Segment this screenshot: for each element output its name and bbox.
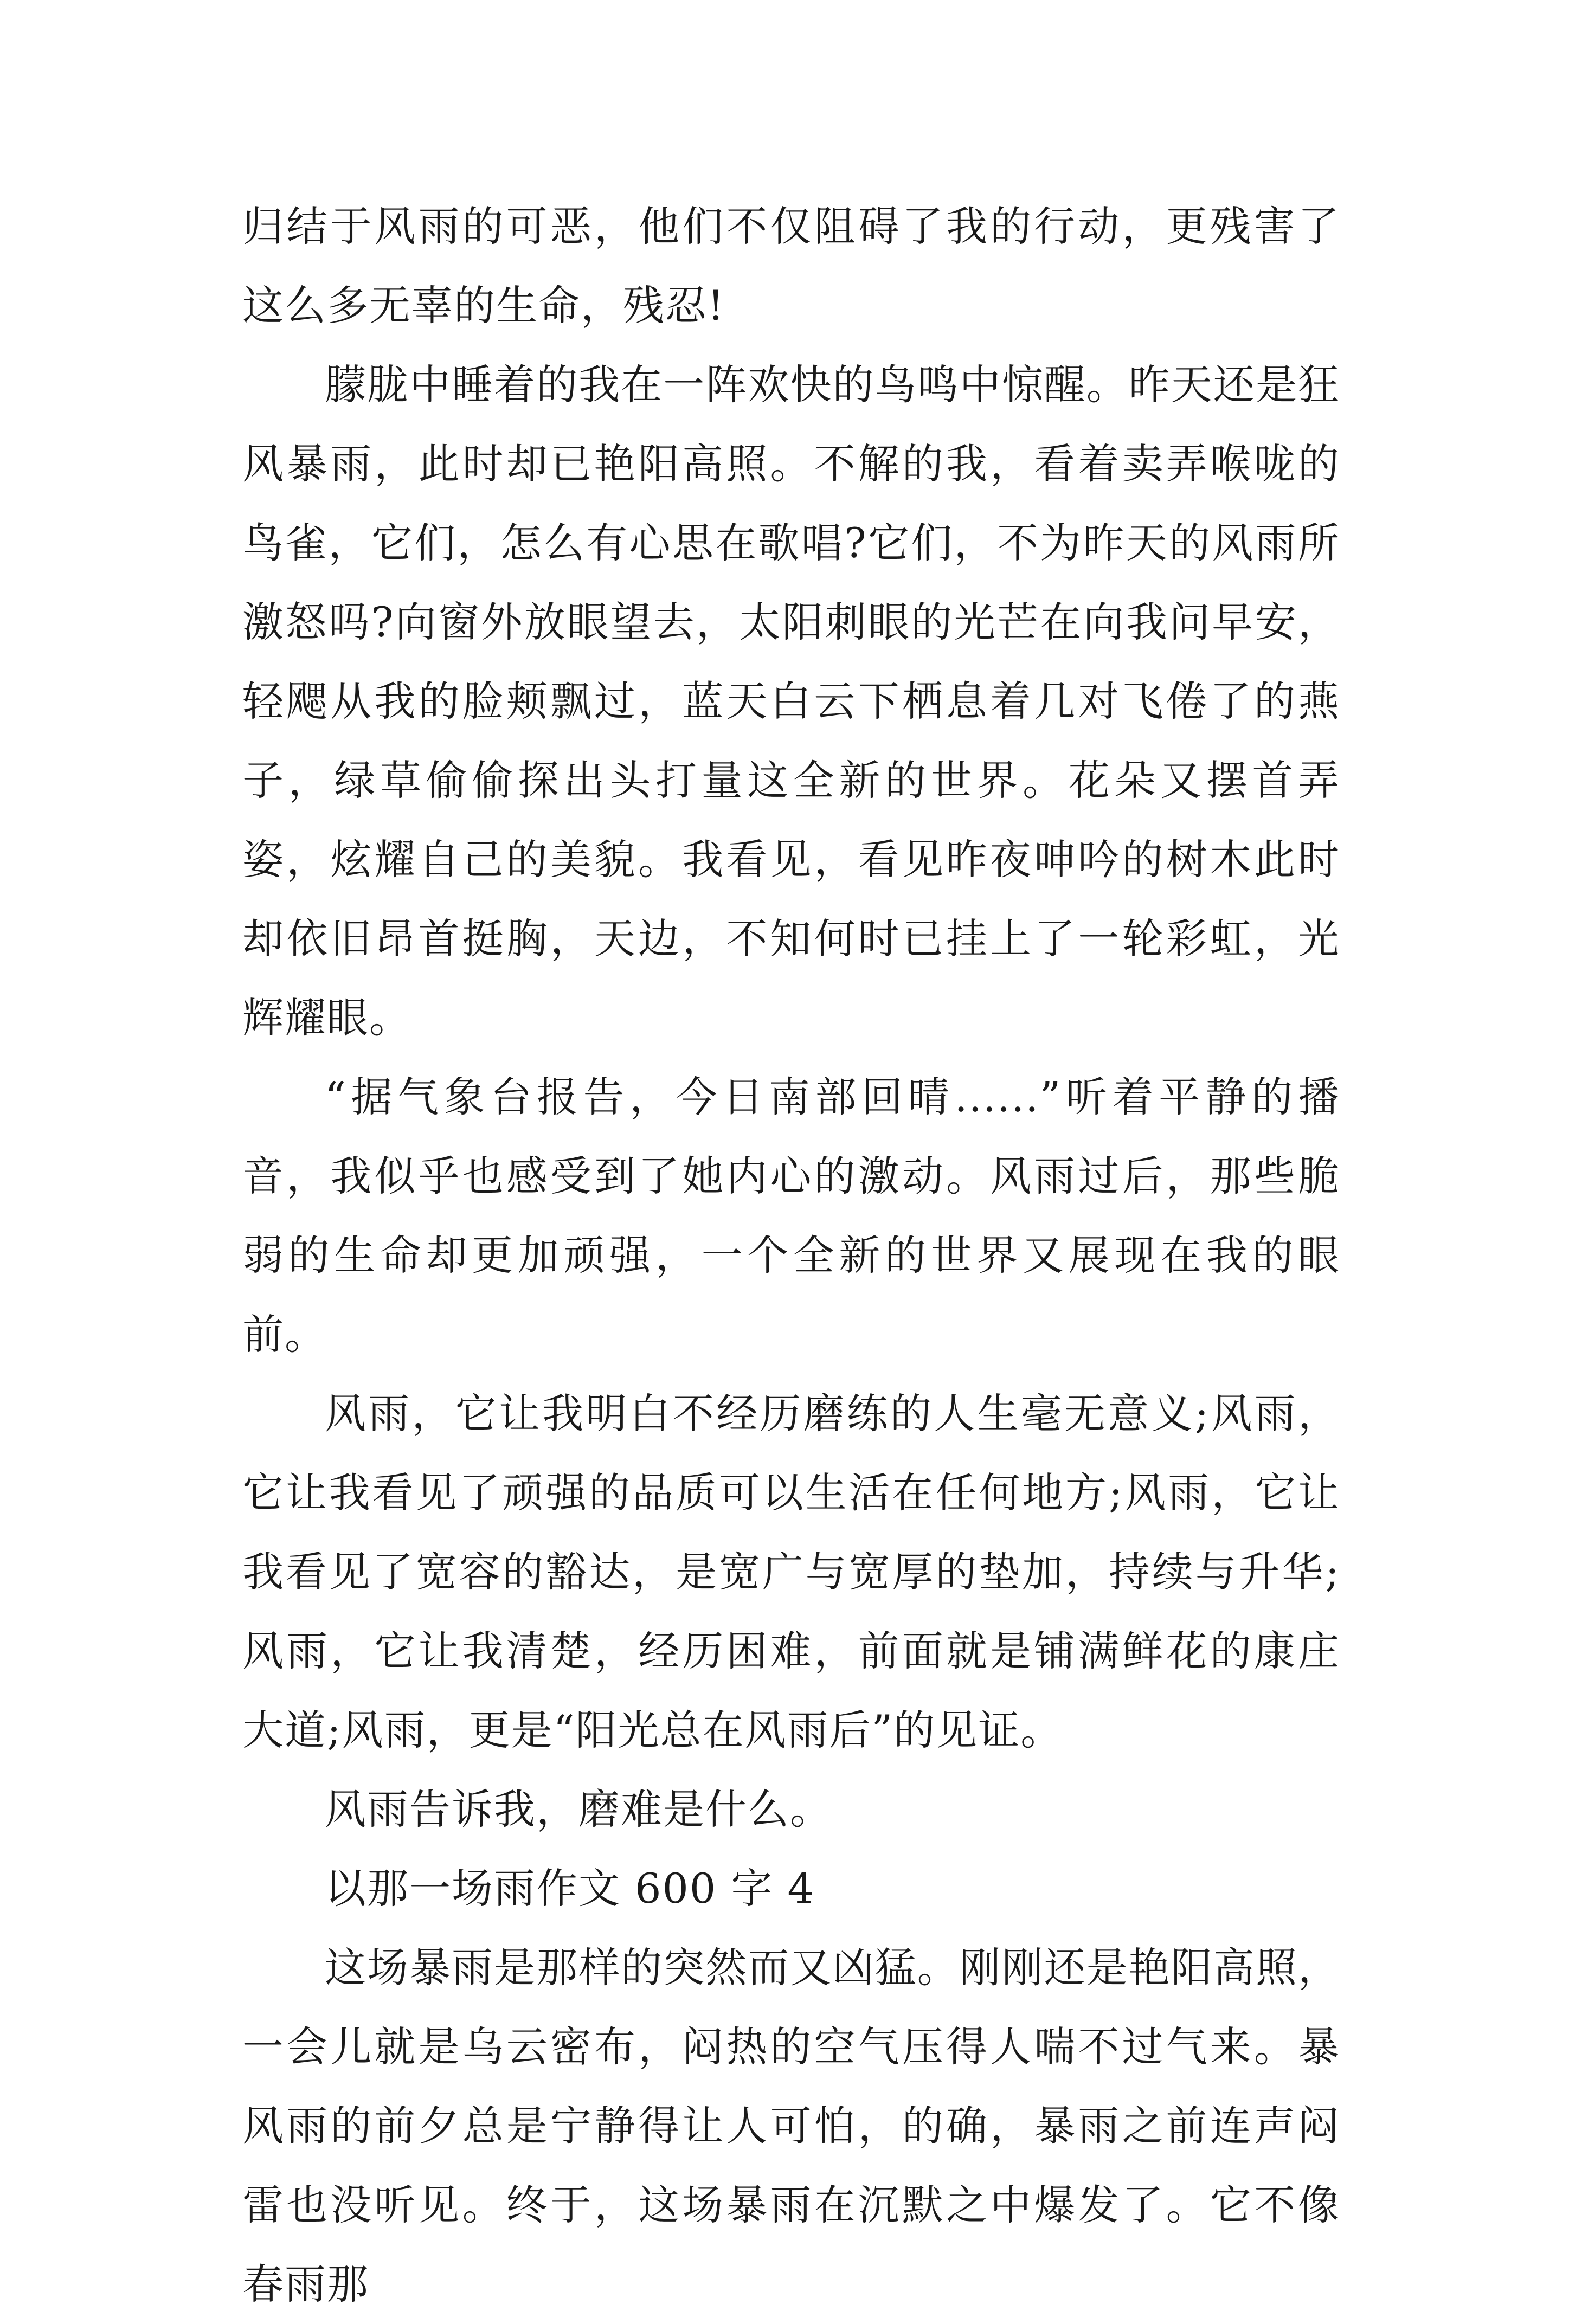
- essay-heading: 以那一场雨作文 600 字 4: [325, 1864, 815, 1913]
- paragraph-wind-rain: 风雨，它让我明白不经历磨练的人生毫无意义;风雨，它让我看见了顽强的品质可以生活在任何地方;风雨，它让我看见了宽容的豁达，是宽广与宽厚的垫加，持续与升华;风雨，它让我清楚，经历困难，前面就是铺满鲜花的康庄大道;风雨，更是“阳光总在风雨后”的见证。: [242, 1389, 1340, 1754]
- paragraph-conclusion: 风雨告诉我，磨难是什么。: [325, 1785, 832, 1833]
- document-body: [242, 187, 1340, 2324]
- paragraph-storm: 这场暴雨是那样的突然而又凶猛。刚刚还是艳阳高照，一会儿就是乌云密布，闷热的空气压得人喘不过气来。暴风雨的前夕总是宁静得让人可怕，的确，暴雨之前连声闷雷也没听见。终于，这场暴雨在沉默之中爆发了。它不像春雨那: [242, 1943, 1340, 2308]
- paragraph-weather-report: “据气象台报告，今日南部回晴......”听着平静的播音，我似乎也感受到了她内心的激动。风雨过后，那些脆弱的生命却更加顽强，一个全新的世界又展现在我的眼前。: [242, 1073, 1340, 1359]
- paragraph-morning: 朦胧中睡着的我在一阵欢快的鸟鸣中惊醒。昨天还是狂风暴雨，此时却已艳阳高照。不解的我，看着卖弄喉咙的鸟雀，它们，怎么有心思在歌唱?它们，不为昨天的风雨所激怒吗?向窗外放眼望去，太阳刺眼的光芒在向我问早安，轻飔从我的脸颊飘过，蓝天白云下栖息着几对飞倦了的燕子，绿草偷偷探出头打量这全新的世界。花朵又摆首弄姿，炫耀自己的美貌。我看见，看见昨夜呻吟的树木此时却依旧昂首挺胸，天边，不知何时已挂上了一轮彩虹，光辉耀眼。: [242, 360, 1340, 1042]
- paragraph-continued: 归结于风雨的可恶，他们不仅阻碍了我的行动，更残害了这么多无辜的生命，残忍!: [242, 202, 1340, 330]
